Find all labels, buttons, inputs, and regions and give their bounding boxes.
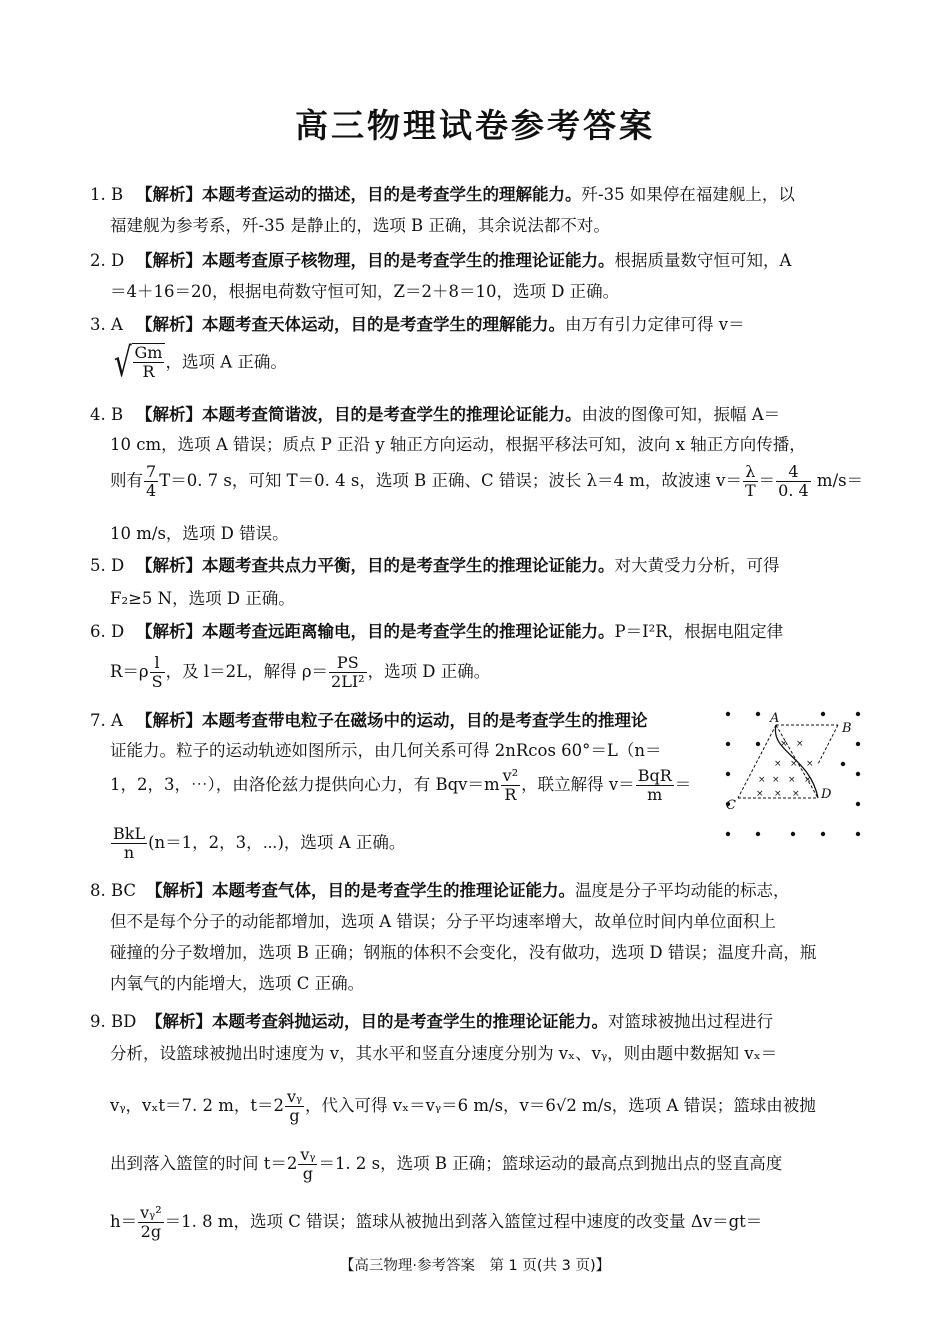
svg-text:×: × [788, 775, 796, 785]
sqrt-expression [110, 340, 165, 386]
point-label-b: B [842, 721, 852, 736]
answer-4-line-1 [90, 403, 780, 427]
answer-number: 2. D [90, 251, 125, 270]
analysis-tag: 【解析】本题考查气体，目的是考查学生的推理论证能力。 [146, 881, 575, 900]
fraction: $\frac{7}{4}$ [146, 462, 157, 500]
answer-8-line-2: 但不是每个分子的动能都增加，选项 A 错误；分子平均速率增大，故单位时间内单位面积上 [110, 912, 776, 931]
fraction: $\frac{\text{vᵧ}}{g}$ [286, 1087, 303, 1125]
svg-text:×: × [804, 775, 812, 785]
answer-number: 5. D [90, 556, 125, 575]
fraction: BkL n [113, 824, 146, 862]
answer-9-line-1 [90, 1010, 773, 1034]
svg-text:×: × [774, 789, 782, 799]
analysis-tag: 【解析】本题考查远距离输电，目的是考查学生的推理论证能力。 [136, 622, 615, 641]
answer-3-line-2: √ $\frac{Gm}{R}$ ，选项 A 正确。 [110, 343, 287, 383]
field-crosses [756, 739, 814, 799]
point-label-a: A [770, 711, 780, 726]
answer-2-line-2: ＝4＋16＝20，根据电荷数守恒可知，Z＝2＋8＝10，选项 D 正确。 [110, 282, 620, 301]
analysis-tag: 【解析】本题考查天体运动，目的是考查学生的理解能力。 [136, 315, 565, 334]
analysis-tag: 【解析】本题考查斜抛运动，目的是考查学生的推理论证能力。 [146, 1012, 608, 1031]
fraction: $\frac{\lambda}{T}$ [744, 462, 756, 500]
svg-text:×: × [806, 759, 814, 769]
point-label-c: C [726, 798, 736, 813]
answer-1-line-1 [90, 183, 795, 207]
answer-9-line-4: 出到落入篮筐的时间 t＝2 $\frac{\text{vᵧ}}{g}$ ＝1. 2 s，选项 B 正确；篮球运动的最高点到抛出点的竖直高度 [110, 1145, 783, 1183]
answer-number: 8. BC [90, 881, 137, 900]
answer-7-line-2: 证能力。粒子的运动轨迹如图所示，由几何关系可得 2nRcos 60°＝L（n＝ [110, 741, 662, 760]
fraction: $\frac{\text{vᵧ²}}{2g}$ [140, 1203, 162, 1241]
answer-7-line-1 [90, 709, 648, 733]
svg-text:×: × [796, 739, 804, 749]
analysis-tag: 【解析】本题考查简谐波，目的是考查学生的推理论证能力。 [136, 405, 582, 424]
answer-9-line-2: 分析，设篮球被抛出时速度为 v，其水平和竖直分速度分别为 vₓ、vᵧ，则由题中数据知 vₓ＝ [110, 1044, 778, 1063]
answer-5-line-2: F₂≥5 N，选项 D 正确。 [110, 589, 295, 608]
svg-text:×: × [774, 759, 782, 769]
page-footer: 【高三物理·参考答案 第 1 页(共 3 页)】 [339, 1258, 611, 1274]
answer-7-line-3: 1，2，3，⋯），由洛伦兹力提供向心力，有 Bqv＝m $\frac{\text{v²}}{R}$ ，联立解得 v＝ BqR m ＝ [110, 766, 692, 804]
answer-text: 由波的图像可知，振幅 A＝ [581, 405, 781, 424]
answer-number: 3. A [90, 315, 123, 334]
answer-4-line-3: 则有 $\frac{7}{4}$ T＝0. 7 s，可知 T＝0. 4 s，选项 B 正确、C 错误；波长 λ＝4 m，故波速 v＝ $\frac{\lambda}{T}$ ＝ $\frac{4}{0. 4}$ m/s＝ [110, 462, 864, 500]
svg-text:×: × [790, 759, 798, 769]
answer-4-line-2: 10 cm，选项 A 错误；质点 P 正沿 y 轴正方向运动，根据平移法可知，波向 x 轴正方向传播， [110, 435, 806, 454]
answer-9-line-3: vᵧ，vₓt＝7. 2 m，t＝2 $\frac{\text{vᵧ}}{g}$ ，代入可得 vₓ＝vᵧ＝6 m/s，v＝6√2 m/s，选项 A 错误；篮球由被抛 [110, 1087, 816, 1125]
answer-8-line-3: 碰撞的分子数增加，选项 B 正确；钢瓶的体积不会变化，没有做功，选项 D 错误；温度升高，瓶 [110, 943, 817, 962]
svg-text:×: × [772, 775, 780, 785]
radical-sign: √ [113, 340, 132, 386]
answer-8-line-1 [90, 879, 790, 903]
answer-6-line-2: R＝ρ $\frac{l}{S}$ ，及 l＝2L，解得 ρ＝ $\frac{PS}{\text{2LI²}}$ ，选项 D 正确。 [110, 653, 491, 691]
answer-number: 6. D [90, 622, 125, 641]
fraction: $\frac{Gm}{R}$ [134, 343, 163, 381]
svg-text:×: × [758, 775, 766, 785]
fraction: $\frac{4}{0. 4}$ [778, 462, 809, 500]
field-dots [726, 712, 860, 836]
analysis-tag: 【解析】本题考查原子核物理，目的是考查学生的推理论证能力。 [136, 251, 615, 270]
answer-number: 1. B [90, 185, 124, 204]
answer-3-line-1 [90, 313, 745, 337]
fraction: $\frac{\text{v²}}{R}$ [502, 766, 519, 804]
analysis-tag: 【解析】本题考查共点力平衡，目的是考查学生的推理论证能力。 [136, 556, 615, 575]
answer-4-line-4: 10 m/s，选项 D 错误。 [110, 524, 289, 543]
analysis-tag: 【解析】本题考查带电粒子在磁场中的运动，目的是考查学生的推理论 [136, 711, 648, 730]
answer-6-line-1 [90, 620, 783, 644]
answer-text: 温度是分子平均动能的标志， [575, 881, 790, 900]
point-label-d: D [821, 787, 832, 802]
svg-text:×: × [780, 739, 788, 749]
answer-text: 对大黄受力分析，可得 [614, 556, 780, 575]
answer-8-line-4: 内氧气的内能增大，选项 C 正确。 [110, 974, 365, 993]
answer-number: 4. B [90, 405, 124, 424]
answer-text: 根据质量数守恒可知，A [614, 251, 792, 270]
page-title: 高三物理试卷参考答案 [295, 106, 655, 145]
fraction: $\frac{PS}{\text{2LI²}}$ [331, 653, 365, 691]
svg-text:×: × [756, 789, 764, 799]
answer-text: 由万有引力定律可得 v＝ [565, 315, 745, 334]
fraction: BqR m [637, 766, 672, 804]
answer-number: 7. A [90, 711, 123, 730]
answer-5-line-1 [90, 554, 780, 578]
analysis-tag: 【解析】本题考查运动的描述，目的是考查学生的理解能力。 [136, 185, 582, 204]
answer-7-line-4: BkL n (n＝1，2，3，⋯)，选项 A 正确。 [113, 824, 406, 862]
answer-9-line-5: h＝ $\frac{\text{vᵧ²}}{2g}$ ＝1. 8 m，选项 C 错误；篮球从被抛出到落入篮筐过程中速度的改变量 Δv＝gt＝ [110, 1203, 763, 1241]
answer-2-line-1 [90, 249, 791, 273]
magnetic-field-figure [718, 702, 868, 842]
answer-text: P＝I²R，根据电阻定律 [614, 622, 784, 641]
fraction: $\frac{l}{S}$ [151, 653, 163, 691]
answer-1-line-2: 福建舰为参考系，歼-35 是静止的，选项 B 正确，其余说法都不对。 [110, 216, 610, 235]
answer-number: 9. BD [90, 1012, 137, 1031]
svg-text:×: × [792, 789, 800, 799]
answer-text: 歼-35 如果停在福建舰上，以 [581, 185, 795, 204]
fraction: $\frac{\text{vᵧ}}{g}$ [300, 1145, 316, 1183]
answer-text: 对篮球被抛出过程进行 [608, 1012, 773, 1031]
